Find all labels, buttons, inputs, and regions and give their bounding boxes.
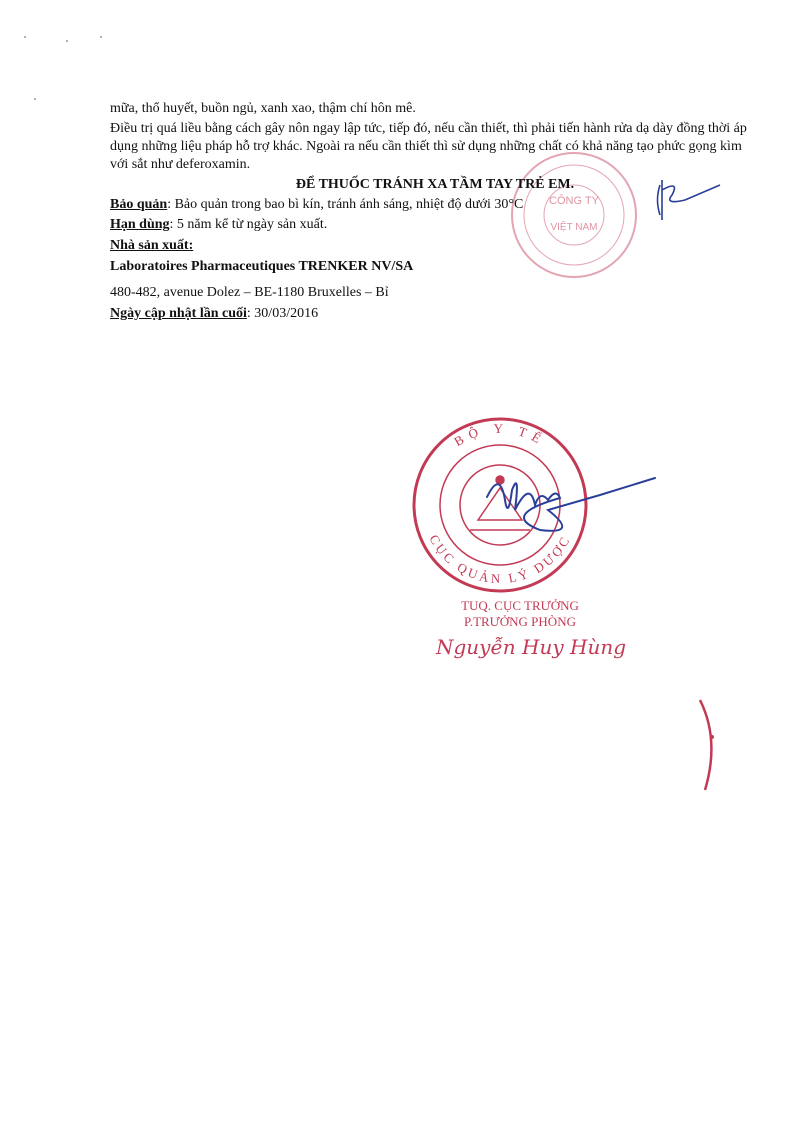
expiry-label: Hạn dùng — [110, 217, 170, 232]
last-updated-value: : 30/03/2016 — [246, 306, 319, 321]
manufacturer-address: 480-482, avenue Dolez – BE-1180 Bruxelles – Bỉ — [110, 285, 389, 300]
overdose-treatment-paragraph: Điều trị quá liều bằng cách gây nôn ngay lập tức, tiếp đó, nếu cần thiết, thì phải tiến hành rửa dạ dày đồng thời áp dụng những liệu pháp hỗ trợ khác. Ngoài ra nếu cần thiết thì sử dụng những chất có khả năng tạo phức gọng kìm với sắt như deferoxamin. — [110, 121, 747, 172]
storage-label: Bảo quản — [110, 197, 168, 212]
signer-name: Nguyễn Huy Hùng — [436, 635, 627, 659]
overdose-symptoms-line: mữa, thổ huyết, buồn ngủ, xanh xao, thậm chí hôn mê. — [110, 101, 416, 116]
company-stamp-line2: VIỆT NAM — [550, 222, 598, 233]
keep-away-warning: ĐỂ THUỐC TRÁNH XA TẦM TAY TRẺ EM. — [295, 177, 575, 192]
manufacturer-label: Nhà sản xuất: — [110, 238, 194, 253]
storage-value: : Bảo quản trong bao bì kín, tránh ánh sáng, nhiệt độ dưới 30°C — [167, 197, 524, 212]
expiry-value: : 5 năm kể từ ngày sản xuất. — [169, 217, 328, 232]
manufacturer-name: Laboratoires Pharmaceutiques TRENKER NV/SA — [110, 259, 414, 274]
ministry-stamp-bottom-text: CỤC QUẢN LÝ DƯỢC — [426, 532, 574, 587]
last-updated-label: Ngày cập nhật lần cuối — [110, 306, 247, 321]
signer-title-line2: P.TRƯỞNG PHÒNG — [464, 614, 576, 629]
company-stamp-line1: CÔNG TY — [549, 195, 599, 207]
ministry-stamp-top-text: BỘ Y TẾ — [451, 420, 549, 450]
signer-title-line1: TUQ. CỤC TRƯỞNG — [461, 598, 579, 613]
